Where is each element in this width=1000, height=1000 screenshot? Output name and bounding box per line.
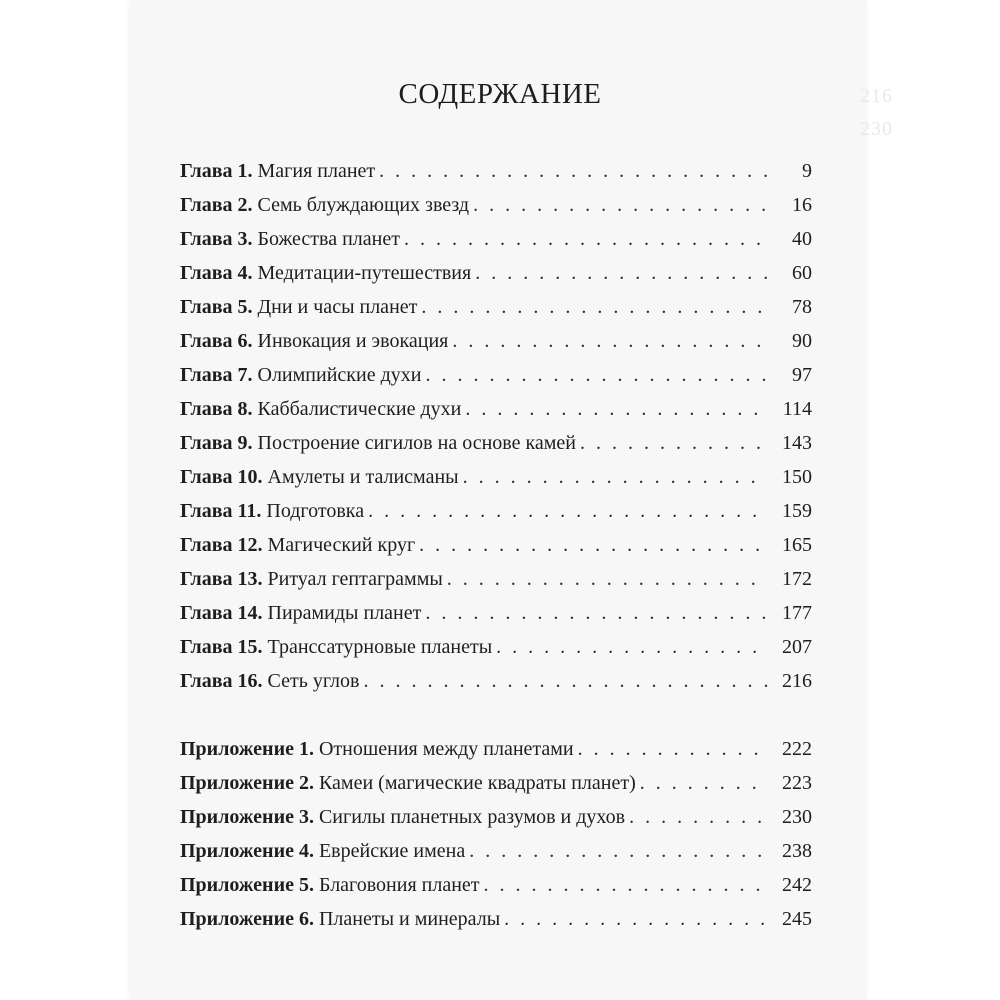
toc-entry-chapter-10 [180, 460, 812, 494]
dot-leader [463, 460, 768, 494]
toc-entry-title: Подготовка [266, 500, 365, 522]
toc-entry-label: Приложение 1. [180, 738, 314, 760]
toc-entry-page: 172 [782, 568, 812, 590]
page-title: СОДЕРЖАНИЕ [398, 78, 602, 110]
toc-entry-title: Магический круг [267, 534, 416, 556]
toc-entry-label: Глава 4. [180, 262, 253, 284]
toc-entry-chapter-6 [180, 324, 812, 358]
toc-entry-label: Приложение 6. [180, 908, 314, 930]
toc-entry-chapter-13 [180, 562, 812, 596]
toc-entry-chapter-9 [180, 426, 812, 460]
toc-entry-page: 9 [802, 160, 812, 182]
toc-entry-page: 223 [782, 772, 812, 794]
toc-entry-label: Глава 14. [180, 602, 263, 624]
toc-entry-chapter-15 [180, 630, 812, 664]
toc-entry-title: Инвокация и эвокация [257, 330, 449, 352]
toc-entry-chapter-14 [180, 596, 812, 630]
toc-entry-label: Глава 9. [180, 432, 253, 454]
dot-leader [496, 630, 768, 664]
toc-entry-title: Дни и часы планет [257, 296, 418, 318]
toc-entry-title: Сеть углов [267, 670, 360, 692]
toc-entry-page: 165 [782, 534, 812, 556]
dot-leader [363, 664, 768, 698]
toc-entry-label: Глава 3. [180, 228, 253, 250]
appendix-list [180, 732, 812, 936]
toc-entry-page: 60 [792, 262, 812, 284]
bleed-through-text-2: 230 [860, 118, 893, 140]
toc-entry-appendix-4 [180, 834, 812, 868]
toc-entry-page: 143 [782, 432, 812, 454]
toc-entry-title: Камеи (магические квадраты планет) [318, 772, 636, 794]
toc-entry-label: Приложение 4. [180, 840, 314, 862]
dot-leader [469, 834, 768, 868]
toc-entry-appendix-2 [180, 766, 812, 800]
toc-entry-page: 159 [782, 500, 812, 522]
toc-entry-title: Сигилы планетных разумов и духов [318, 806, 626, 828]
toc-entry-page: 177 [782, 602, 812, 624]
toc-entry-label: Приложение 5. [180, 874, 314, 896]
toc-entry-page: 245 [782, 908, 812, 930]
toc-entry-title: Каббалистические духи [257, 398, 462, 420]
toc-entry-title: Магия планет [257, 160, 376, 182]
dot-leader [404, 222, 768, 256]
toc-entry-title: Олимпийские духи [257, 364, 422, 386]
toc-entry-label: Приложение 2. [180, 772, 314, 794]
toc-entry-title: Божества планет [257, 228, 400, 250]
toc-entry-label: Глава 1. [180, 160, 253, 182]
toc-entry-label: Глава 8. [180, 398, 253, 420]
toc-entry-page: 150 [782, 466, 812, 488]
dot-leader [504, 902, 768, 936]
toc-entry-label: Глава 10. [180, 466, 263, 488]
toc-entry-chapter-8 [180, 392, 812, 426]
bleed-through-text-1: 216 [860, 85, 893, 107]
toc-entry-label: Приложение 3. [180, 806, 314, 828]
toc-entry-label: Глава 16. [180, 670, 263, 692]
dot-leader [475, 256, 768, 290]
dot-leader [447, 562, 768, 596]
toc-entry-chapter-1 [180, 154, 812, 188]
toc-entry-chapter-16 [180, 664, 812, 698]
toc-entry-page: 238 [782, 840, 812, 862]
toc-entry-page: 222 [782, 738, 812, 760]
toc-entry-title: Семь блуждающих звезд [257, 194, 470, 216]
dot-leader [425, 358, 768, 392]
toc-entry-label: Глава 5. [180, 296, 253, 318]
toc-entry-appendix-1 [180, 732, 812, 766]
dot-leader [640, 766, 768, 800]
toc-entry-chapter-3 [180, 222, 812, 256]
toc-entry-appendix-6 [180, 902, 812, 936]
toc-entry-page: 90 [792, 330, 812, 352]
toc-entry-label: Глава 12. [180, 534, 263, 556]
toc-entry-page: 230 [782, 806, 812, 828]
dot-leader [425, 596, 768, 630]
toc-entry-label: Глава 7. [180, 364, 253, 386]
dot-leader [580, 426, 768, 460]
dot-leader [465, 392, 768, 426]
toc-entry-label: Глава 13. [180, 568, 263, 590]
toc-entry-label: Глава 2. [180, 194, 253, 216]
toc-entry-page: 40 [792, 228, 812, 250]
dot-leader [368, 494, 768, 528]
toc-entry-page: 78 [792, 296, 812, 318]
toc-entry-title: Отношения между планетами [318, 738, 574, 760]
toc-entry-page: 97 [792, 364, 812, 386]
toc-entry-title: Построение сигилов на основе камей [257, 432, 577, 454]
toc-entry-label: Глава 6. [180, 330, 253, 352]
toc-entry-page: 216 [782, 670, 812, 692]
toc-entry-page: 114 [782, 398, 812, 420]
toc-entry-page: 207 [782, 636, 812, 658]
toc-entry-page: 16 [792, 194, 812, 216]
dot-leader [452, 324, 768, 358]
toc-entry-chapter-11 [180, 494, 812, 528]
toc-entry-title: Планеты и минералы [318, 908, 501, 930]
toc-entry-page: 242 [782, 874, 812, 896]
dot-leader [419, 528, 768, 562]
toc-entry-chapter-12 [180, 528, 812, 562]
toc-entry-chapter-2 [180, 188, 812, 222]
dot-leader [473, 188, 768, 222]
toc-entry-appendix-3 [180, 800, 812, 834]
toc-entry-title: Амулеты и талисманы [267, 466, 459, 488]
dot-leader [578, 732, 768, 766]
toc-entry-title: Медитации-путешествия [257, 262, 472, 284]
toc-entry-appendix-5 [180, 868, 812, 902]
dot-leader [421, 290, 768, 324]
dot-leader [629, 800, 768, 834]
chapter-list [180, 154, 812, 698]
dot-leader [484, 868, 768, 902]
toc-entry-title: Еврейские имена [318, 840, 466, 862]
toc-entry-chapter-5 [180, 290, 812, 324]
toc-entry-chapter-4 [180, 256, 812, 290]
toc-entry-chapter-7 [180, 358, 812, 392]
toc-entry-title: Транссатурновые планеты [267, 636, 493, 658]
toc-entry-title: Пирамиды планет [267, 602, 422, 624]
toc-entry-label: Глава 11. [180, 500, 262, 522]
dot-leader [379, 154, 768, 188]
toc-entry-title: Благовония планет [318, 874, 480, 896]
toc-entry-label: Глава 15. [180, 636, 263, 658]
toc-entry-title: Ритуал гептаграммы [267, 568, 443, 590]
